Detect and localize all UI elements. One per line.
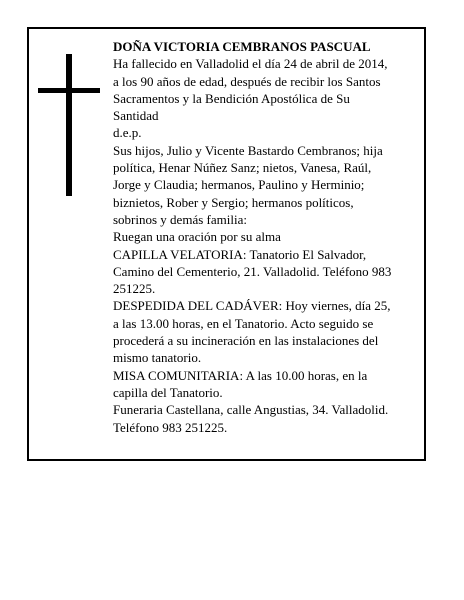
cross-horizontal-bar: [38, 88, 100, 93]
cross-vertical-bar: [66, 54, 72, 196]
mass-info: MISA COMUNITARIA: A las 10.00 horas, en la capilla del Tanatorio.: [113, 367, 368, 400]
cross-icon: [38, 54, 100, 196]
death-announcement: Ha fallecido en Valladolid el día 24 de abril de 2014, a los 90 años de edad, después de recibir los Santos Sacramentos y la Bendición Apostólica de Su Santidad: [113, 56, 388, 124]
prayer-request: Ruegan una oración por su alma: [113, 229, 281, 245]
farewell-info: DESPEDIDA DEL CADÁVER: Hoy viernes, día 25, a las 13.00 horas, en el Tanatorio. Acto seguido se procederá a su incineración en las instalaciones del mismo tanatorio.: [113, 298, 391, 366]
wake-chapel-info: CAPILLA VELATORIA: Tanatorio El Salvador, Camino del Cementerio, 21. Valladolid. Teléfono 983 251225.: [113, 246, 392, 297]
obituary-text: [113, 38, 396, 436]
funeral-home-info: Funeraria Castellana, calle Angustias, 34. Valladolid. Teléfono 983 251225.: [113, 402, 389, 435]
family-list: Sus hijos, Julio y Vicente Bastardo Cembranos; hija política, Henar Núñez Sanz; nietos, Vanesa, Raúl, Jorge y Claudia; hermanos, Paulino y Herminio; biznietos, Rober y Sergio; hermanos políticos, sobrinos y demás familia:: [113, 142, 383, 227]
deceased-name: DOÑA VICTORIA CEMBRANOS PASCUAL: [113, 39, 371, 54]
rest-in-peace: d.e.p.: [113, 125, 142, 141]
